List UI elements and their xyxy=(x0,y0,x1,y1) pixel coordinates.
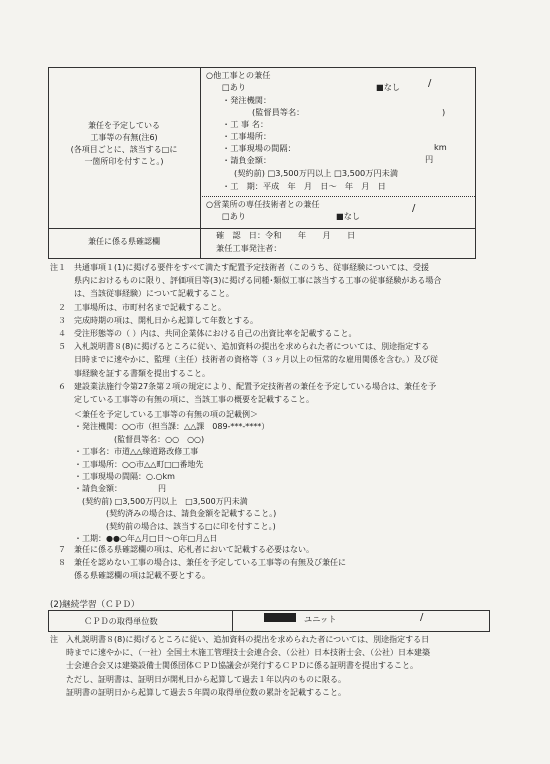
confirmation-date-field: 確 認 日：令和 年 月 日 xyxy=(216,230,356,240)
concurrent-duty-label: 兼任を予定している 工事等の有無(注6) (各項目ごとに、該当する□に 一箇所印を付すこと。) xyxy=(70,121,178,166)
cpd-units-label: ＣＰＤの取得単位数 xyxy=(84,616,158,626)
note-5: ５ 入札説明書８(8)に掲げるところに従い、追加資料の提出を求められた者については、別途指定する xyxy=(50,342,430,352)
note-1: 注１ 共通事項１(1)に掲げる要件をすべて満たす配置予定技術者（このうち、従事経験については、受援 xyxy=(50,263,430,272)
cpd-note: 注 入札説明書８(8)に掲げるところに従い、追加資料の提出を求められた者については、別途指定する日 xyxy=(50,635,430,644)
cpd-units-value xyxy=(264,612,296,622)
note-6-cont: 定している工事等の有無の項に、当該工事の概要を記載すること。 xyxy=(50,395,314,405)
example-line: ・工事現場の間隔：○.○km xyxy=(74,472,175,482)
example-line: ・工期：●●○年△月□日～○年□月△日 xyxy=(74,534,218,544)
note-4: ４ 受注形態等の（ ）内は、共同企業体における自己の出資比率を記載すること。 xyxy=(50,329,357,339)
example-line: ・工事名：市道△△線道路改修工事 xyxy=(74,447,199,457)
example-line: ・工事場所：○○市△△町□□番地先 xyxy=(74,459,204,469)
pre-contract-options: (契約前) □3,500万円以上 □3,500万円未満 xyxy=(234,168,399,178)
cpd-note: ただし、証明書は、証明日が開札日から起算して過去１年以内のものに限る。 xyxy=(50,674,346,684)
cpd-notes xyxy=(50,633,430,699)
project-name-field: ・工 事 名： xyxy=(222,119,269,129)
example-line: (契約前) □3,500万円以上 □3,500万円未満 xyxy=(74,496,248,506)
note-6: ６ 建設業法施行令第27条第２項の規定により、配置予定技術者の兼任を予定している場合は、兼任を予 xyxy=(50,381,437,391)
redacted-block xyxy=(264,613,296,622)
cpd-unit-label: ユニット xyxy=(304,614,337,624)
supervisor-close-paren: ) xyxy=(442,107,446,117)
cpd-note: 士会連合会又は建築設備士関係団体ＣＰＤ協議会が発行するＣＰＤに係る証明書を提出すること。 xyxy=(50,661,418,671)
note-3: ３ 完成時期の項は、開札日から起算して年数とする。 xyxy=(50,315,258,325)
other-work-concurrent: ○他工事との兼任 xyxy=(206,70,271,80)
ordering-agency-field: ・発注機関： xyxy=(222,95,272,105)
office-engineer-concurrent: ○営業所の専任技術者との兼任 xyxy=(206,199,320,209)
construction-period-field: ・工 期：平成 年 月 日～ 年 月 日 xyxy=(222,181,386,191)
note-1-cont: は、当該従事経験）について記載すること。 xyxy=(50,289,234,299)
example-section xyxy=(74,409,276,545)
contract-amount-unit: 円 xyxy=(425,154,434,164)
note-7: ７ 兼任に係る県確認欄の項は、応札者において記載する必要はない。 xyxy=(50,545,314,554)
example-line: ・請負金額： 円 xyxy=(74,484,166,494)
prefecture-check-label: 兼任に係る県確認欄 xyxy=(88,237,160,246)
handwritten-mark: / xyxy=(420,612,424,623)
office-engineer-yes-checkbox[interactable]: □あり xyxy=(222,211,247,221)
concurrent-orderer-field: 兼任工事発注者： xyxy=(216,243,282,253)
cpd-table-divider xyxy=(232,610,233,631)
supervisor-name-field: (監督員等名： xyxy=(252,107,305,117)
cpd-note: 証明書の証明日から起算して過去５年間の取得単位数の累計を記載すること。 xyxy=(50,687,346,697)
other-work-no-checkbox[interactable]: ■なし xyxy=(376,82,401,92)
note-8-cont: 係る県確認欄の項は記載不要とする。 xyxy=(50,571,210,581)
example-line: ・発注機関：○○市（担当課：△△課 089-***-****） xyxy=(74,422,270,432)
office-engineer-no-checkbox[interactable]: ■なし xyxy=(336,211,361,221)
project-location-field: ・工事場所： xyxy=(222,131,272,141)
notes-section-2 xyxy=(50,543,346,583)
table-column-divider xyxy=(200,67,201,258)
note-2: ２ 工事場所は、市町村名まで記載すること。 xyxy=(50,302,226,312)
example-line: (監督員等名：○○ ○○) xyxy=(74,434,205,444)
cpd-note: 時までに速やかに、（一社）全国土木施工管理技士会連合会、（公社）日本技術士会、（公社）日本建築 xyxy=(50,648,430,658)
example-line: (契約済みの場合は、請負金額を記載すること。) xyxy=(74,509,277,519)
table-inner-divider xyxy=(200,196,475,197)
notes-section xyxy=(50,261,441,406)
other-work-yes-checkbox[interactable]: □あり xyxy=(222,82,247,92)
table-row-divider xyxy=(48,228,475,229)
note-5-cont: 事経験を証する書類を提出すること。 xyxy=(50,368,210,378)
note-5-cont: 日時までに速やかに、監理（主任）技術者の資格等（３ヶ月以上の恒常的な雇用関係を含む。）及び従 xyxy=(50,355,438,365)
example-title: ＜兼任を予定している工事等の有無の項の記載例＞ xyxy=(74,410,258,419)
handwritten-mark: / xyxy=(428,78,432,89)
note-8: ８ 兼任を認めない工事の場合は、兼任を予定している工事等の有無及び兼任に xyxy=(50,558,346,568)
cpd-heading: (2)継続学習（ＣＰＤ） xyxy=(50,600,140,610)
site-distance-field: ・工事現場の間隔： xyxy=(222,143,296,153)
note-1-cont: 県内におけるものに限り、評価項目等(3)に掲げる同種･類似工事に該当する工事の従事経験がある場合 xyxy=(50,276,442,286)
example-line: (契約前の場合は、該当する□に印を付すこと。) xyxy=(74,521,276,531)
handwritten-mark: / xyxy=(412,203,416,214)
contract-amount-field: ・請負金額： xyxy=(222,155,272,165)
site-distance-unit: km xyxy=(434,142,447,152)
